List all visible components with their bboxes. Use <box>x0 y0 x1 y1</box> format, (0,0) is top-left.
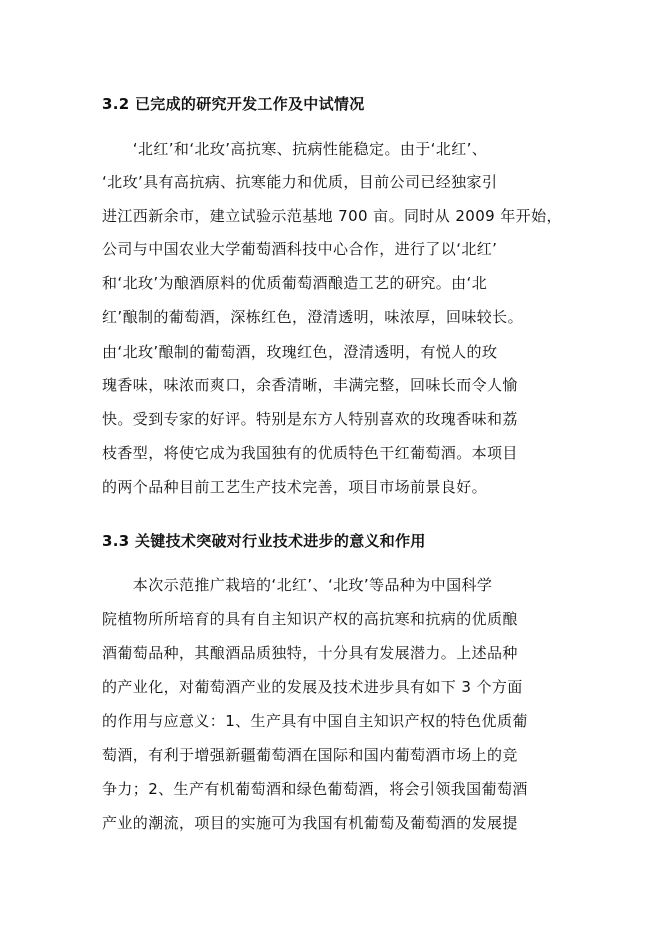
section-3-3-line: 酒葡萄品种，其酿酒品质独特，十分具有发展潜力。上述品种 <box>102 644 518 662</box>
section-3-3-line: 的产业化，对葡萄酒产业的发展及技术进步具有如下 3 个方面 <box>102 678 523 696</box>
section-3-2-line: 枝香型，将使它成为我国独有的优质特色干红葡萄酒。本项目 <box>102 444 518 462</box>
section-3-2-line: 由‘北玫’酿制的葡萄酒，玫瑰红色，澄清透明，有悦人的玫 <box>102 343 498 361</box>
section-3-3-heading: 3.3 关键技术突破对行业技术进步的意义和作用 <box>102 532 426 550</box>
section-3-3-line: 本次示范推广栽培的‘北红’、‘北玫’等品种为中国科学 <box>102 576 493 594</box>
section-3-3-line: 产业的潮流，项目的实施可为我国有机葡萄及葡萄酒的发展提 <box>102 814 518 832</box>
section-3-3-line: 院植物所所培育的具有自主知识产权的高抗寒和抗病的优质酿 <box>102 610 518 628</box>
section-3-3-line: 争力；2、生产有机葡萄酒和绿色葡萄酒，将会引领我国葡萄酒 <box>102 780 528 798</box>
section-3-2-line: 和‘北玫’为酿酒原料的优质葡萄酒酿造工艺的研究。由‘北 <box>102 274 488 292</box>
section-3-2-line: 快。受到专家的好评。特别是东方人特别喜欢的玫瑰香味和荔 <box>102 410 518 428</box>
section-3-3-line: 的作用与应意义：1、生产具有中国自主知识产权的特色优质葡 <box>102 712 528 730</box>
section-3-3-line: 萄酒，有利于增强新疆葡萄酒在国际和国内葡萄酒市场上的竞 <box>102 746 518 764</box>
section-3-2-line: 的两个品种目前工艺生产技术完善，项目市场前景良好。 <box>102 478 488 496</box>
section-3-2-line: 红’酿制的葡萄酒，深栋红色，澄清透明，味浓厚，回味较长。 <box>102 308 523 326</box>
section-3-2-line: 进江西新余市，建立试验示范基地 700 亩。同时从 2009 年开始， <box>102 207 562 225</box>
section-3-2-line: ‘北红’和‘北玫’高抗寒、抗病性能稳定。由于‘北红’、 <box>102 140 488 158</box>
section-3-2-line: 公司与中国农业大学葡萄酒科技中心合作，进行了以‘北红’ <box>102 240 498 258</box>
section-3-2-heading: 3.2 已完成的研究开发工作及中试情况 <box>102 95 365 113</box>
section-3-2-line: 瑰香味，味浓而爽口，余香清晰，丰满完整，回味长而令人愉 <box>102 376 518 394</box>
section-3-2-line: ‘北玫’具有高抗病、抗寒能力和优质，目前公司已经独家引 <box>102 173 498 191</box>
